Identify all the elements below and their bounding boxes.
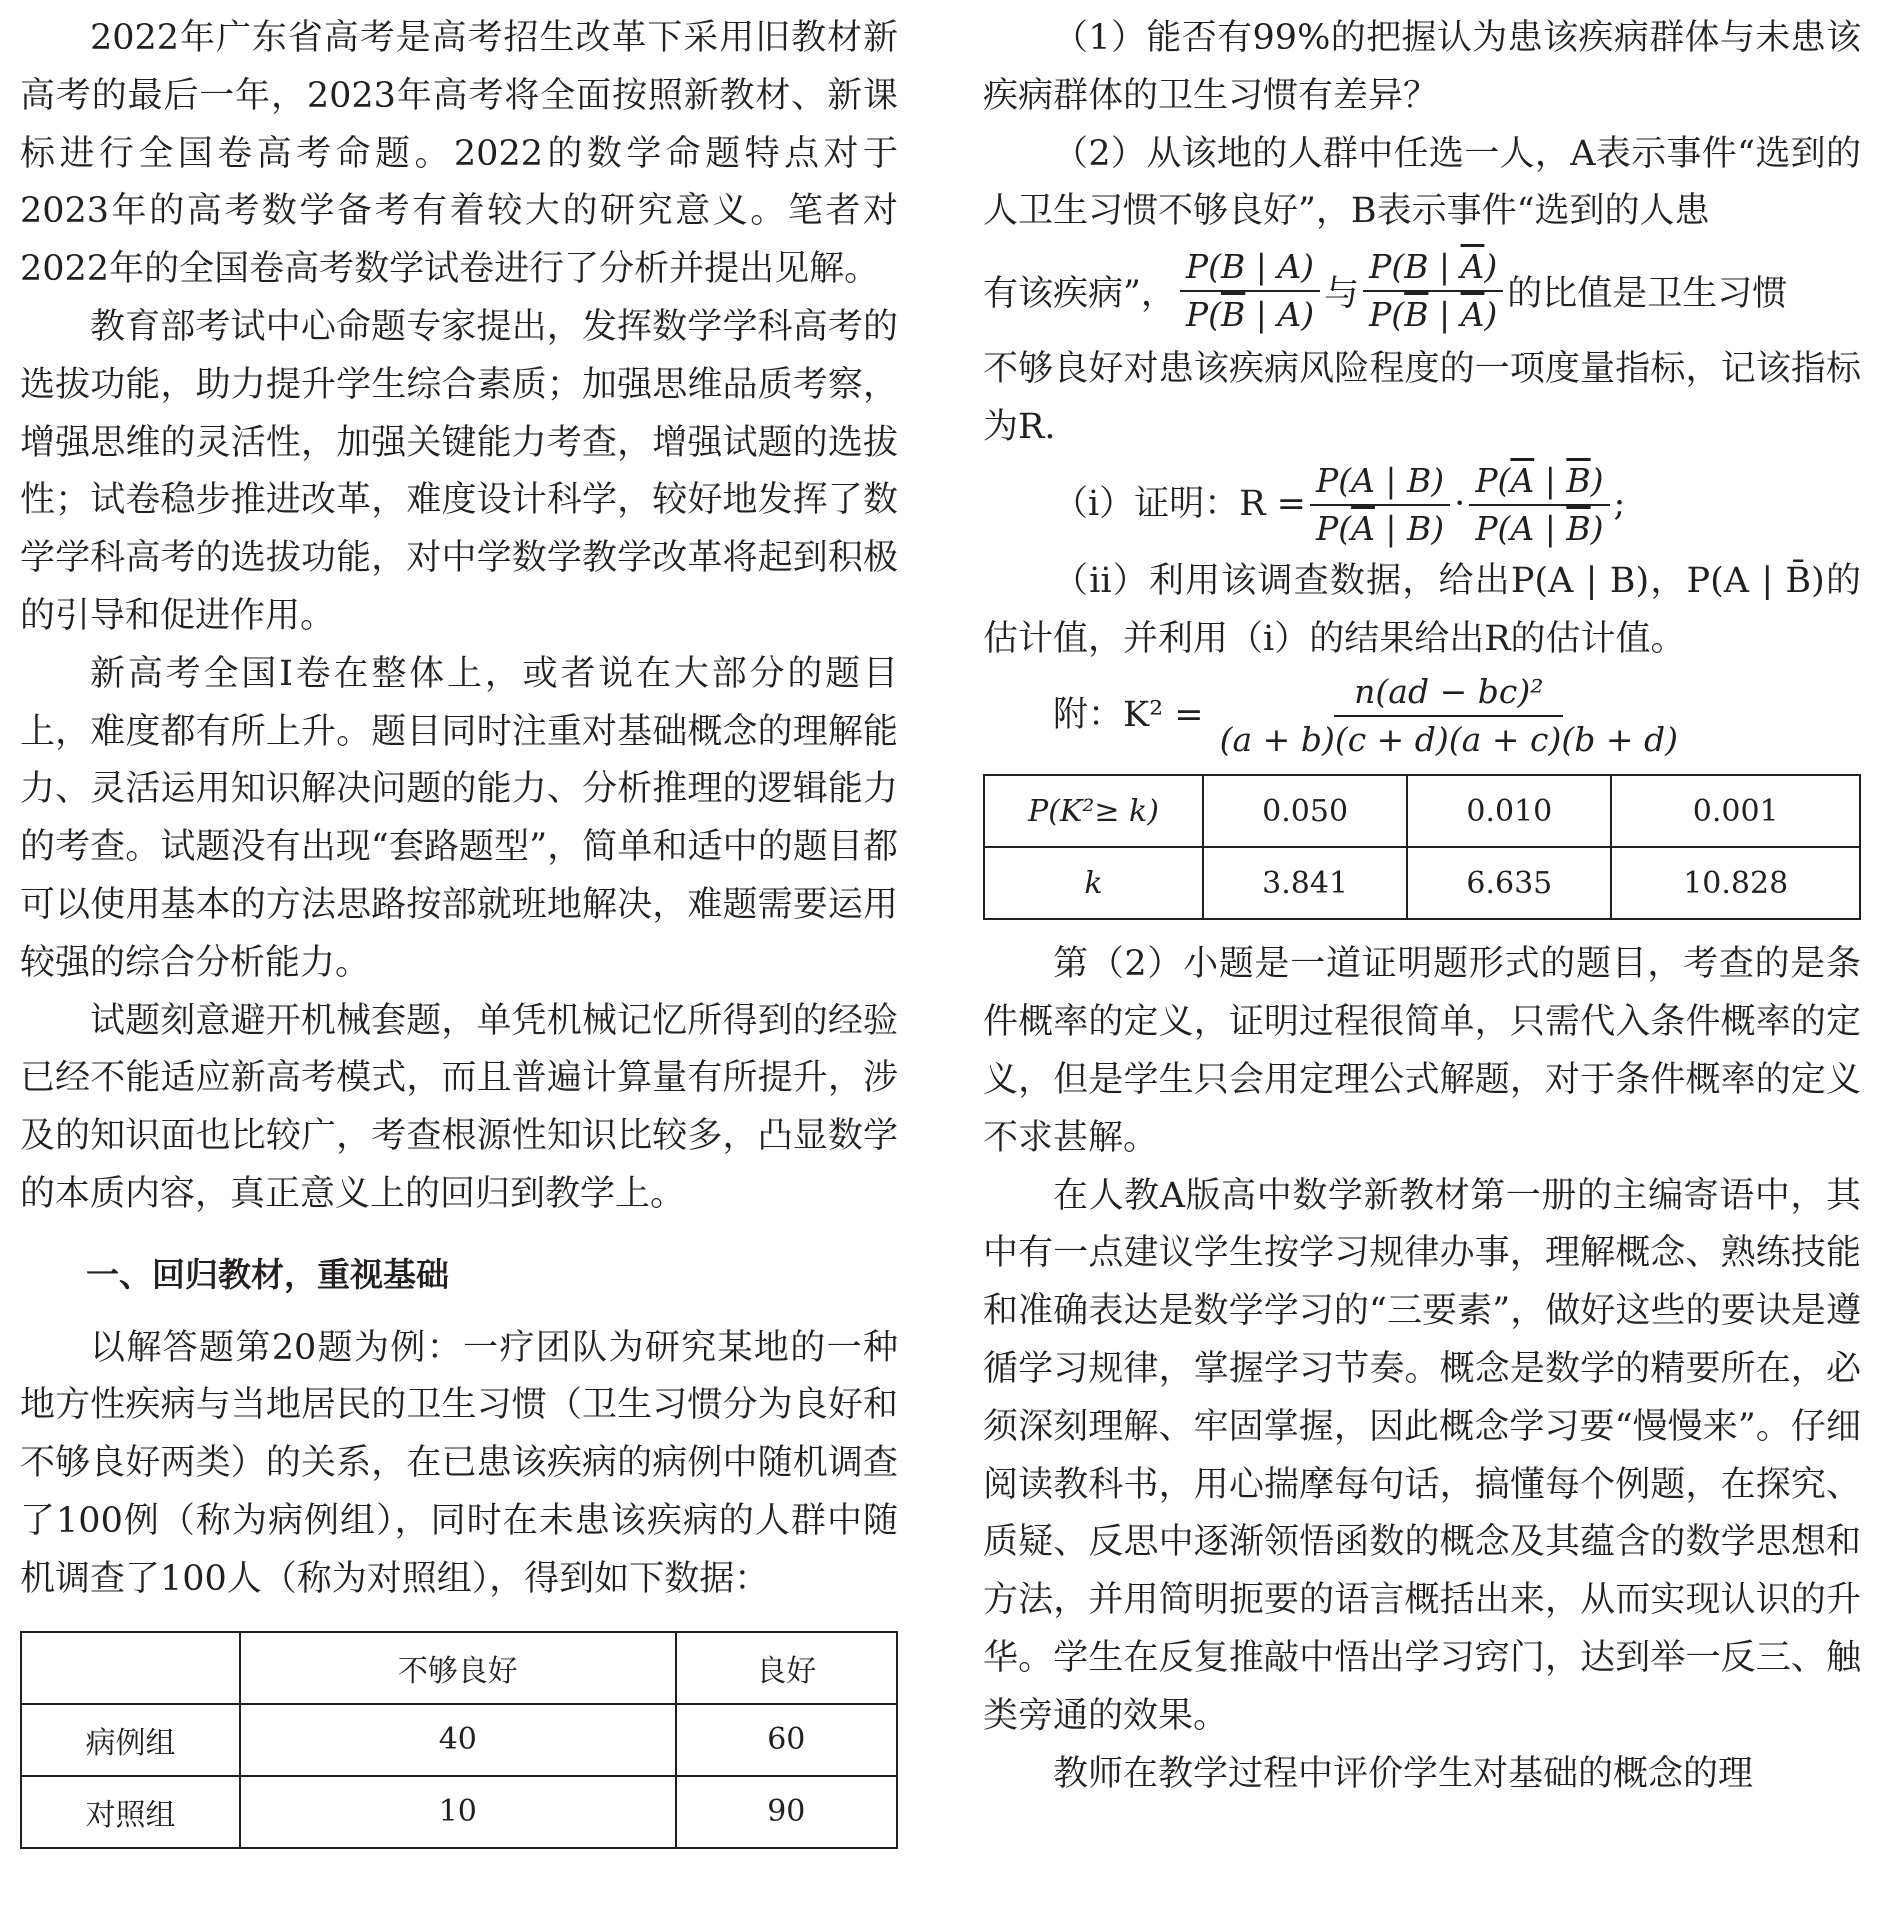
- table-cell: [21, 1632, 240, 1704]
- table-cell: 10.828: [1611, 847, 1860, 919]
- k2-fraction: [1214, 671, 1684, 761]
- question-1: （1）能否有99%的把握认为患该疾病群体与未患该疾病群体的卫生习惯有差异？: [983, 18, 1861, 116]
- fraction-2: [1363, 246, 1503, 336]
- table-cell: 病例组: [21, 1704, 240, 1776]
- right-column: [983, 10, 1861, 1803]
- question-2-start: （2）从该地的人群中任选一人，A表示事件“选到的人卫生习惯不够良好”，B表示事件“选到的人患: [983, 133, 1861, 232]
- paragraph: 2022年广东省高考是高考招生改革下采用旧教材新高考的最后一年，2023年高考将全面按照新教材、新课标进行全国卷高考命题。2022的数学命题特点对于2023年的高考数学备考有着较大的研究意义。笔者对2022年的全国卷高考数学试卷进行了分析并提出见解。: [20, 18, 898, 290]
- fraction-numerator: P(B | A): [1180, 246, 1320, 292]
- table-cell: 良好: [676, 1632, 897, 1704]
- table-row: [984, 847, 1860, 919]
- question-2-fraction-line: [983, 241, 1861, 341]
- table-cell: 3.841: [1203, 847, 1407, 919]
- appendix-label: 附：K² =: [1053, 695, 1204, 736]
- table-cell: 40: [240, 1704, 676, 1776]
- fraction-denominator: $P(\overline{B}$ | A): [1185, 295, 1315, 335]
- appendix-formula: [983, 668, 1861, 764]
- proof-label: （ⅰ）证明：R =: [1053, 483, 1306, 524]
- table-cell: 90: [676, 1776, 897, 1848]
- fraction-denominator: $P(\overline{B}$ | $\overline{A}$): [1369, 295, 1498, 335]
- paragraph: 教师在教学过程中评价学生对基础的概念的理: [1053, 1753, 1754, 1794]
- k2-denominator: (a + b)(c + d)(a + c)(b + d): [1219, 720, 1678, 760]
- q2-join: 与: [1324, 274, 1360, 315]
- table-cell: P(K²≥ k): [984, 775, 1203, 847]
- proof-fraction-2: $\frac{P(\overline{A} | \overline{B})}{P(A | \overline{B})}$: [1469, 460, 1609, 550]
- table-cell: 0.001: [1611, 775, 1860, 847]
- table-cell: 0.010: [1407, 775, 1611, 847]
- proof-line: （ⅰ）证明：R = $\frac{P(A | B)}{P(\overline{A} | B)}$ · $\frac{P(\overline{A} | \overline{B})}{P(A | \overline{B})}$ ;: [1053, 460, 1626, 548]
- table-cell: 10: [240, 1776, 676, 1848]
- k2-numerator: n(ad − bc)²: [1334, 671, 1563, 717]
- fraction-numerator: P(B | $\overline{A}$): [1363, 246, 1503, 292]
- table-cell: 对照组: [21, 1776, 240, 1848]
- table-cell: 0.050: [1203, 775, 1407, 847]
- paragraph: 试题刻意避开机械套题，单凭机械记忆所得到的经验已经不能适应新高考模式，而且普遍计算量有所提升，涉及的知识面也比较广，考查根源性知识比较多，凸显数学的本质内容，真正意义上的回归到教学上。: [20, 1000, 898, 1214]
- table-row: [21, 1704, 897, 1776]
- q2-suffix: 的比值是卫生习惯: [1507, 274, 1788, 315]
- paragraph: 在人教A版高中数学新教材第一册的主编寄语中，其中有一点建议学生按学习规律办事，理解概念、熟练技能和准确表达是数学学习的“三要素”，做好这些的要诀是遵循学习规律，掌握学习节奏。概念是数学的精要所在，必须深刻理解、牢固掌握，因此概念学习要“慢慢来”。仔细阅读教科书，用心揣摩每句话，搞懂每个例题，在探究、质疑、反思中逐渐领悟函数的概念及其蕴含的数学思想和方法，并用简明扼要的语言概括出来，从而实现认识的升华。学生在反复推敲中悟出学习窍门，达到举一反三、触类旁通的效果。: [983, 1175, 1861, 1736]
- left-column: [20, 10, 898, 1849]
- k-critical-table: [983, 774, 1861, 920]
- question-2-end: 不够良好对患该疾病风险程度的一项度量指标，记该指标为R.: [983, 349, 1861, 447]
- proof-fraction-1: $\frac{P(A | B)}{P(\overline{A} | B)}$: [1310, 460, 1450, 550]
- estimate-line: （ⅱ）利用该调查数据，给出P(A | B)，P(A | B̄)的估计值，并利用（ⅰ）的结果给出R的估计值。: [983, 560, 1861, 659]
- section-heading: 一、回归教材，重视基础: [86, 1254, 449, 1294]
- q2-prefix: 有该疾病”，: [983, 274, 1176, 315]
- survey-table: [20, 1631, 898, 1849]
- paragraph: 新高考全国Ⅰ卷在整体上，或者说在大部分的题目上，难度都有所上升。题目同时注重对基础概念的理解能力、灵活运用知识解决问题的能力、分析推理的逻辑能力的考查。试题没有出现“套路题型”，简单和适中的题目都可以使用基本的方法思路按部就班地解决，难题需要运用较强的综合分析能力。: [20, 653, 898, 983]
- table-row: [21, 1632, 897, 1704]
- fraction-1: [1180, 246, 1320, 336]
- paragraph: 教育部考试中心命题专家提出，发挥数学学科高考的选拔功能，助力提升学生综合素质；加强思维品质考察，增强思维的灵活性，加强关键能力考查，增强试题的选拔性；试卷稳步推进改革，难度设计科学，较好地发挥了数学学科高考的选拔功能，对中学数学教学改革将起到积极的引导和促进作用。: [20, 306, 898, 636]
- table-cell: 不够良好: [240, 1632, 676, 1704]
- table-cell: 60: [676, 1704, 897, 1776]
- table-row: [21, 1776, 897, 1848]
- table-row: [984, 775, 1860, 847]
- example-paragraph: 以解答题第20题为例：一疗团队为研究某地的一种地方性疾病与当地居民的卫生习惯（卫生习惯分为良好和不够良好两类）的关系，在已患该疾病的病例中随机调查了100例（称为病例组），同时在未患该疾病的人群中随机调查了100人（称为对照组），得到如下数据：: [20, 1327, 898, 1599]
- table-cell: 6.635: [1407, 847, 1611, 919]
- paragraph: 第（2）小题是一道证明题形式的题目，考查的是条件概率的定义，证明过程很简单，只需代入条件概率的定义，但是学生只会用定理公式解题，对于条件概率的定义不求甚解。: [983, 944, 1861, 1158]
- proof-end: ;: [1613, 483, 1626, 524]
- table-cell: k: [984, 847, 1203, 919]
